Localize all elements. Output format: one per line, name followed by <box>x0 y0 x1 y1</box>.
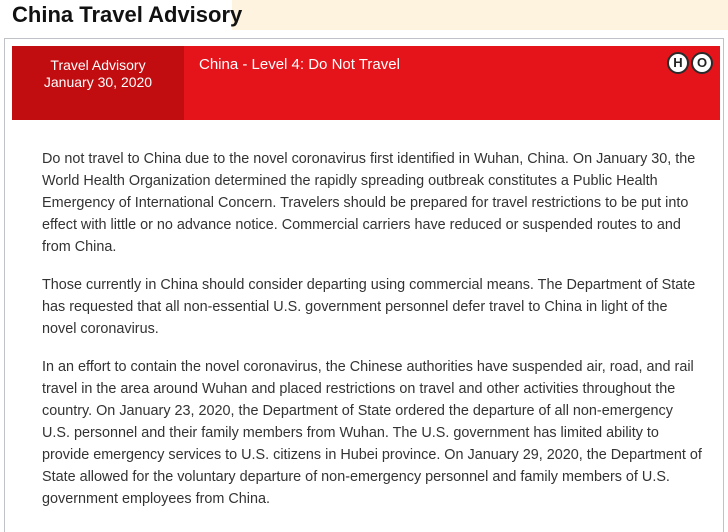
advisory-date: January 30, 2020 <box>43 74 153 90</box>
page-title: China Travel Advisory <box>12 2 243 27</box>
risk-indicator-badges <box>667 52 713 74</box>
other-risk-badge[interactable]: O <box>691 52 713 74</box>
advisory-banner <box>12 46 720 120</box>
advisory-paragraph: In an effort to contain the novel coronavirus, the Chinese authorities have suspended air, road, and rail travel in the area around Wuhan and placed restrictions on travel and other activities throughout the country. On January 23, 2020, the Department of State ordered the departure of all non-emergency U.S. personnel and their family members from Wuhan. The U.S. government has limited ability to provide emergency services to U.S. citizens in Hubei province. On January 29, 2020, the Department of State allowed for the voluntary departure of non-emergency personnel and family members of U.S. government employees from China. <box>42 359 702 507</box>
advisory-paragraph: Do not travel to China due to the novel coronavirus first identified in Wuhan, China. On January 30, the World Health Organization determined the rapidly spreading outbreak constitutes a Public Health Emergency of International Concern. Travelers should be prepared for travel restrictions to be put into effect with little or no advance notice. Commercial carriers have reduced or suspended routes to and from China. <box>42 151 696 255</box>
title-bar <box>0 0 728 38</box>
advisory-date-block <box>12 46 184 120</box>
health-risk-badge[interactable]: H <box>667 52 689 74</box>
advisory-paragraph: Those currently in China should consider departing using commercial means. The Department of State has requested that all non-essential U.S. government personnel defer travel to China in light of the novel coronavirus. <box>42 277 696 337</box>
advisory-level-heading: China - Level 4: Do Not Travel <box>199 56 400 73</box>
title-highlight <box>232 0 728 30</box>
advisory-body <box>42 148 702 526</box>
advisory-label: Travel Advisory <box>50 57 146 73</box>
